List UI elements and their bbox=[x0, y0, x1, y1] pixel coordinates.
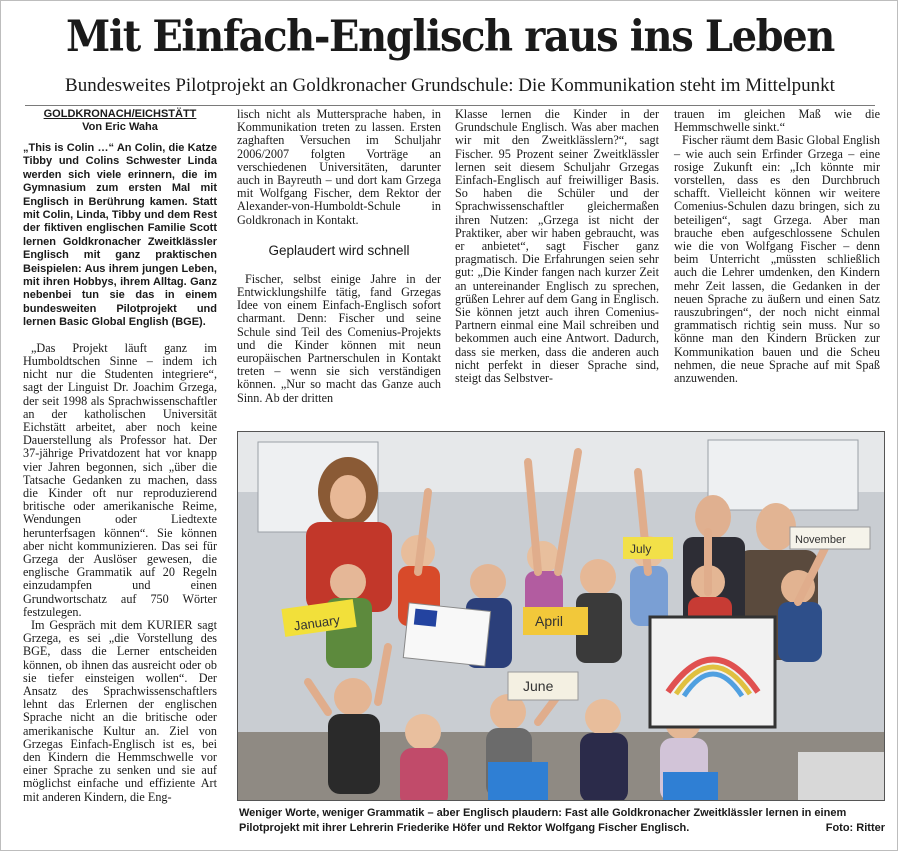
month-sign-july-label: July bbox=[630, 542, 652, 556]
month-sign-july bbox=[623, 537, 673, 559]
month-sign-november bbox=[790, 527, 870, 549]
photo-caption bbox=[239, 806, 885, 835]
column-4 bbox=[674, 108, 880, 385]
class-photo bbox=[237, 431, 885, 801]
body-paragraph: Klasse lernen die Kinder in der Grundschule Englisch. Was aber machen wir mit den Zweitklässlern?“, sagt Fischer. 95 Prozent seiner Zweitklässler lernen seit diesem Schuljahr Grzegas Einfach-Englisch auf freiwilliger Basis. So haben die Schüler und der Sprachwissenschaftler gleichermaßen ihren Nutzen: „Grzega ist nicht der Praktiker, aber wir haben gebraucht, was er anbietet“, sagt Fischer ganz pragmatisch. Die Erfahrungen seien sehr gut: „Die Kinder fangen nach kurzer Zeit an untereinander Englisch zu sprechen, grüßen Lehrer auf dem Gang in Englisch. Sie können jetzt auch ihren Comenius-Partnern einmal eine Mail schreiben und bekommen auch eine Antwort. Dadurch, dass sie merken, dass die anderen auch nicht perfekt in dieser Sprache sind, steigt das Selbstver- bbox=[455, 107, 659, 386]
photo-credit: Foto: Ritter bbox=[825, 821, 885, 834]
month-sign-june bbox=[508, 672, 578, 700]
column-3 bbox=[455, 108, 659, 385]
body-paragraph: Fischer räumt dem Basic Global English – wie auch sein Erfinder Grzega – eine rosige Zukunft ein: „Ich könnte mir vorstellen, dass es den Durchbruch schafft. Vielleicht können wir weitere Comenius-Schulen dazu bringen, sich zu beteiligen“, sagt Grzega. Aber man brauche eben aufgeschlossene Schulen wie die von Wolfgang Fischer – denn beim Unterricht „müssten schließlich auch die Lehrer umdenken, den Kindern mehr Zeit lassen, die Gedanken in der neuen Sprache zu äußern und einen Satz rauszubringen“, der noch nicht einmal grammatisch richtig sein muss. Nur so könne man den Kindern Brücken zur Kommunikation bauen und die Scheu nehmen, die neue Sprache auf mit Spaß anzuwenden. bbox=[674, 133, 881, 386]
lead-text: „This is Colin …“ An Colin, die Katze Tibby und Colins Schwester Linda werden sich viele erinnern, die im Gymnasium zum ersten Mal mit Englisch in Berührung kamen. Statt mit Colin, Linda, Tibby und dem Rest der fiktiven englischen Familie Scott lernen Goldkronacher Zweitklässler Englisch mit ganz praktischen Beispielen: Aus ihrem jungen Leben, mit ihren Hobbys, ihrem Alltag. Ganz nebenbei tun sie das in einem bundesweiten Pilotprojekt und lernen Basic Global English (BGE). bbox=[23, 142, 217, 329]
body-paragraph: „Das Projekt läuft ganz im Humboldtschen Sinne – indem ich nicht nur die Studenten integriere“, sagt der Linguist Dr. Joachim Grzega, der seit 1998 als Sprachwissenschaftler an der katholischen Universität Eichstätt arbeitet, aber noch keine Dauerstellung als Professor hat. Der 37-jährige Privatdozent hat vor knapp vier Jahren begonnen, sich „über die Tatsache Gedanken zu machen, dass die Kinder oft nur reproduzierend britische oder amerikanische Reime, Wendungen oder Liedtexte herunterfsagen können“. Sie können aber nicht kommunizieren. Das sei für Grzega der Auslöser gewesen, die englische Grammatik auf 20 Regeln einzudampfen und einen Grundwortschatz auf 750 Wörter festzulegen. bbox=[23, 340, 217, 619]
body-paragraph: Fischer, selbst einige Jahre in der Entwicklungshilfe tätig, fand Grzegas Idee von einem Einfach-Englisch sofort charmant. Denn: Fischer und seine Schule sind Teil des Comenius-Projekts und die Kinder können mit neun europäischen Partnerschulen in Kontakt treten – wenn sie sich verständigen können. „Nur so macht das Ganze auch Sinn. Ab der dritten bbox=[237, 271, 441, 405]
header-rule bbox=[25, 105, 875, 106]
crosshead: Geplaudert wird schnell bbox=[268, 242, 410, 258]
body-paragraph: trauen im gleichen Maß wie die Hemmschwelle sinkt.“ bbox=[674, 107, 880, 135]
byline: Von Eric Waha bbox=[82, 121, 158, 133]
class-photo-illustration bbox=[238, 432, 885, 801]
column-1 bbox=[23, 108, 217, 804]
caption-text: Weniger Worte, weniger Grammatik – aber Englisch plaudern: Fast alle Goldkronacher Zweitklässler lernen in einem Pilotprojekt mit ihrer Lehrerin Friederike Höfer und Rektor Wolfgang Fischer Englisch. bbox=[239, 807, 847, 834]
month-sign-april-label: April bbox=[535, 613, 564, 629]
dateline: GOLDKRONACH/EICHSTÄTT bbox=[43, 108, 197, 120]
body-paragraph: Im Gespräch mit dem KURIER sagt Grzega, es sei „die Vorstellung des BGE, dass die Lerner entscheiden können, ob ihnen das ausreicht oder ob sie tiefer einsteigen wollen“. Der Ansatz des Sprachwissenschaftlers lehnt das Erlernen der englischen Sprache nicht an die britische oder amerikanische Kultur an. Ziel von Grzegas Einfach-Englisch ist es, bei den Kindern die Hemmschwelle vor einer Sprache zu senken und sie auf möglichst einfache und effiziente Art mit anderen Kindern, die Eng- bbox=[23, 617, 217, 804]
month-sign-january-label: January bbox=[292, 612, 341, 634]
headline: Mit Einfach-Englisch raus ins Leben bbox=[66, 12, 834, 62]
month-sign-april bbox=[523, 607, 588, 635]
lead-paragraph bbox=[23, 142, 217, 330]
month-sign-june-label: June bbox=[523, 678, 554, 694]
body-paragraph: lisch nicht als Muttersprache haben, in Kommunikation treten zu lassen. Ersten zaghaften Versuchen im Schuljahr 2006/2007 folgten Vorträge an verschiedenen Universitäten, darunter auch in Bayreuth – und dort kam Grzega mit Wolfgang Fischer, dem Rektor der Alexander-von-Humboldt-Schule in Goldkronach in Kontakt. bbox=[237, 107, 441, 227]
month-sign-november-label: November bbox=[795, 534, 846, 546]
subheadline: Bundesweites Pilotprojekt an Goldkronacher Grundschule: Die Kommunikation steht im Mittelpunkt bbox=[65, 75, 835, 96]
column-2 bbox=[237, 108, 441, 405]
